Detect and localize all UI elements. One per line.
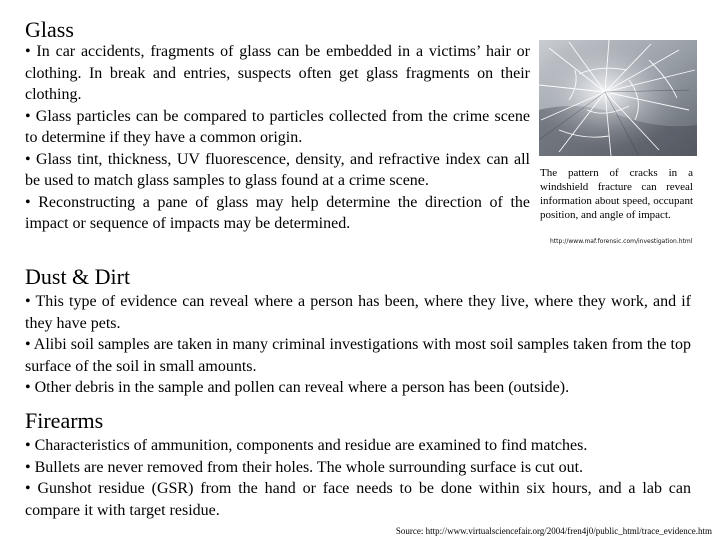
- dust-bullet: • Alibi soil samples are taken in many criminal investigations with most soil samples taken from the top surface of the soil in small amounts.: [25, 336, 691, 375]
- photo-caption: The pattern of cracks in a windshield fracture can reveal information about speed, occupant position, and angle of impact.: [540, 167, 693, 221]
- firearms-bullet: • Gunshot residue (GSR) from the hand or face needs to be done within six hours, and a lab can compare it with target residue.: [25, 480, 691, 519]
- glass-bullet: • Reconstructing a pane of glass may help determine the direction of the impact or sequence of impacts may be determined.: [25, 193, 530, 232]
- glass-bullet: • In car accidents, fragments of glass can be embedded in a victims’ hair or clothing. In break and entries, suspects often get glass fragments on their clothing.: [25, 43, 530, 103]
- dust-bullet: • This type of evidence can reveal where a person has been, where they live, where they work, and if they have pets.: [25, 293, 691, 332]
- dust-dirt-body: [25, 291, 691, 399]
- firearms-heading: Firearms: [25, 408, 104, 433]
- photo-source-link[interactable]: http://www.maf.forensic.com/investigation.html: [550, 238, 693, 245]
- dust-dirt-heading: Dust & Dirt: [25, 264, 131, 289]
- source-citation[interactable]: Source: http://www.virtualsciencefair.org/2004/fren4j0/public_html/trace_evidence.htm: [395, 526, 712, 536]
- firearms-bullet: • Bullets are never removed from their holes. The whole surrounding surface is cut out.: [25, 458, 584, 476]
- glass-body: [25, 41, 530, 235]
- glass-bullet: • Glass tint, thickness, UV fluorescence, density, and refractive index can all be used to match glass samples to glass found at a crime scene.: [25, 150, 530, 189]
- firearms-body: [25, 435, 691, 521]
- glass-heading: Glass: [25, 17, 74, 42]
- windshield-crack-photo: [539, 40, 697, 156]
- dust-bullet: • Other debris in the sample and pollen can reveal where a person has been (outside).: [25, 379, 570, 396]
- firearms-bullet: • Characteristics of ammunition, components and residue are examined to find matches.: [25, 437, 588, 454]
- glass-bullet: • Glass particles can be compared to particles collected from the crime scene to determine if they have a common origin.: [25, 107, 530, 146]
